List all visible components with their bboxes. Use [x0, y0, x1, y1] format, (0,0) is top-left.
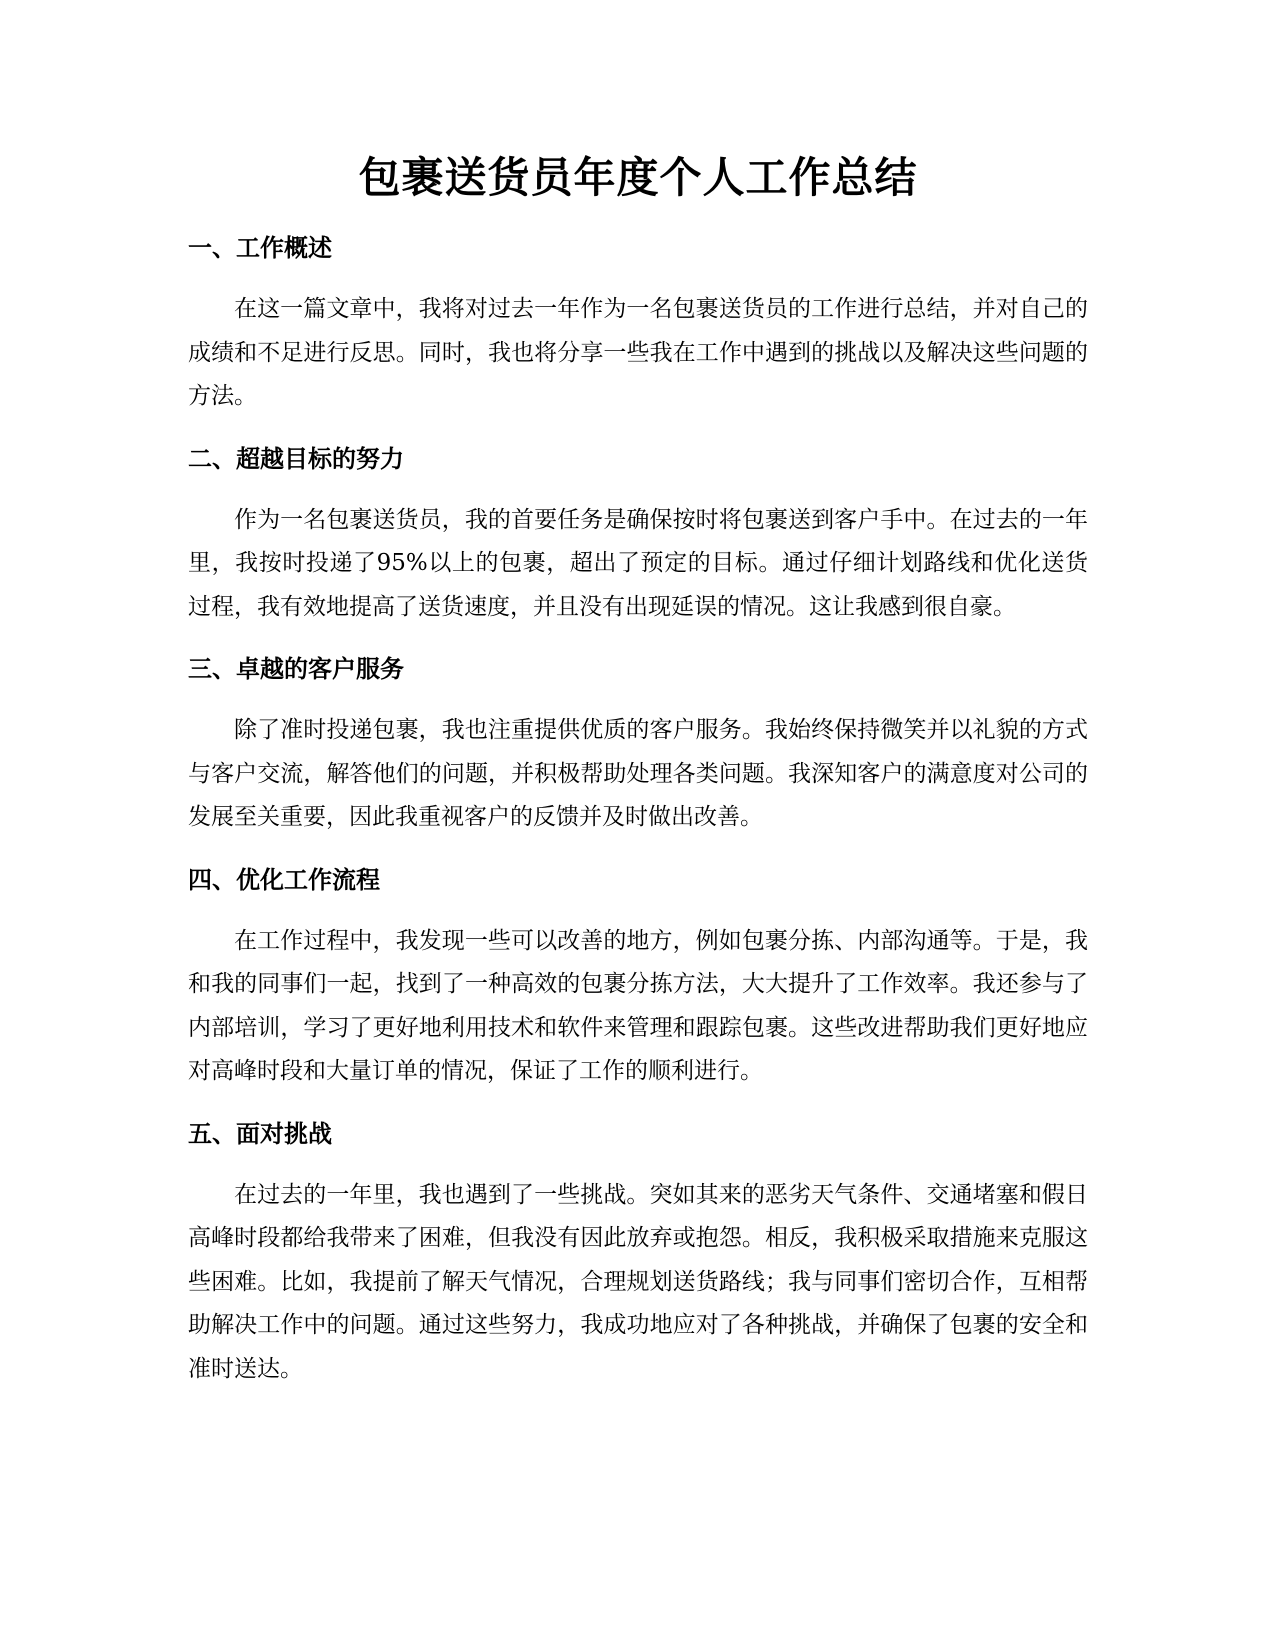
- document-title: 包裹送货员年度个人工作总结: [358, 153, 918, 202]
- document-content: [188, 148, 1088, 1413]
- section-heading: 四、优化工作流程: [188, 865, 380, 894]
- section-workflow: [188, 862, 1088, 1094]
- section-heading: 三、卓越的客户服务: [188, 655, 404, 683]
- section-paragraph: 在工作过程中，我发现一些可以改善的地方，例如包裹分拣、内部沟通等。于是，我和我的同事们一起，找到了一种高效的包裹分拣方法，大大提升了工作效率。我还参与了内部培训，学习了更好地利用技术和软件来管理和跟踪包裹。这些改进帮助我们更好地应对高峰时段和大量订单的情况，保证了工作的顺利进行。: [188, 927, 1088, 1084]
- section-heading: 五、面对挑战: [188, 1119, 332, 1148]
- section-customer-service: [188, 651, 1088, 840]
- section-overview: [188, 230, 1088, 419]
- section-paragraph: 在过去的一年里，我也遇到了一些挑战。突如其来的恶劣天气条件、交通堵塞和假日高峰时段都给我带来了困难，但我没有因此放弃或抱怨。相反，我积极采取措施来克服这些困难。比如，我提前了解天气情况，合理规划送货路线；我与同事们密切合作，互相帮助解决工作中的问题。通过这些努力，我成功地应对了各种挑战，并确保了包裹的安全和准时送达。: [188, 1181, 1088, 1382]
- section-exceeding-goals: [188, 441, 1088, 630]
- section-heading: 一、工作概述: [188, 234, 332, 262]
- section-heading: 二、超越目标的努力: [188, 444, 404, 473]
- section-paragraph: 作为一名包裹送货员，我的首要任务是确保按时将包裹送到客户手中。在过去的一年里，我按时投递了95%以上的包裹，超出了预定的目标。通过仔细计划路线和优化送货过程，我有效地提高了送货速度，并且没有出现延误的情况。这让我感到很自豪。: [188, 506, 1088, 620]
- section-challenges: [188, 1116, 1088, 1392]
- section-paragraph: 在这一篇文章中，我将对过去一年作为一名包裹送货员的工作进行总结，并对自己的成绩和不足进行反思。同时，我也将分享一些我在工作中遇到的挑战以及解决这些问题的方法。: [188, 296, 1088, 409]
- section-paragraph: 除了准时投递包裹，我也注重提供优质的客户服务。我始终保持微笑并以礼貌的方式与客户交流，解答他们的问题，并积极帮助处理各类问题。我深知客户的满意度对公司的发展至关重要，因此我重视客户的反馈并及时做出改善。: [188, 717, 1088, 830]
